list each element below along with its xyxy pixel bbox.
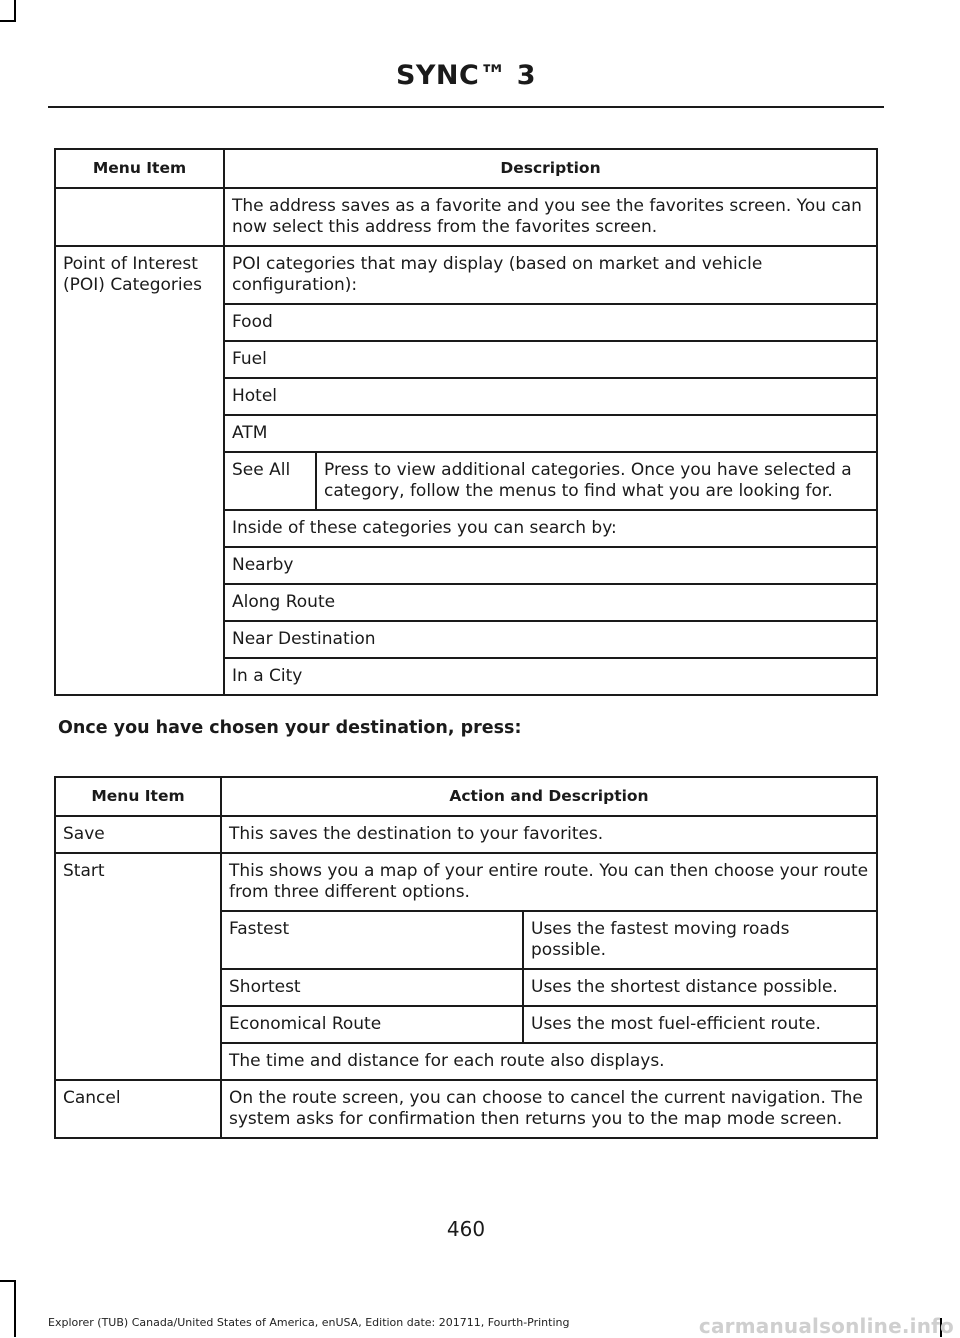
table-row [55, 188, 877, 246]
category-food: Food [224, 304, 877, 341]
category-atm: ATM [224, 415, 877, 452]
route-note: The time and distance for each route also displays. [221, 1043, 877, 1080]
crop-mark [0, 1280, 16, 1282]
route-fastest-label: Fastest [221, 911, 523, 969]
table-row [55, 853, 877, 911]
search-near-destination: Near Destination [224, 621, 877, 658]
route-shortest-description: Uses the shortest distance possible. [523, 969, 877, 1006]
route-economical-description: Uses the most fuel-efficient route. [523, 1006, 877, 1043]
category-hotel: Hotel [224, 378, 877, 415]
column-header-action-description: Action and Description [221, 777, 877, 816]
header-rule [48, 106, 884, 108]
page-title: SYNC™ 3 [395, 60, 537, 91]
category-fuel: Fuel [224, 341, 877, 378]
table-header-row [55, 149, 877, 188]
favorite-description: The address saves as a favorite and you see the favorites screen. You can now select this address from the favorites screen. [224, 188, 877, 246]
column-header-description: Description [224, 149, 877, 188]
page-number: 460 [446, 1217, 486, 1241]
poi-categories-label: Point of Interest (POI) Categories [55, 246, 224, 695]
route-economical-label: Economical Route [221, 1006, 523, 1043]
save-label: Save [55, 816, 221, 853]
search-nearby: Nearby [224, 547, 877, 584]
destination-actions-table [54, 776, 878, 1139]
table-row [55, 246, 877, 304]
route-fastest-description: Uses the fastest moving roads possible. [523, 911, 877, 969]
footer-edition-info: Explorer (TUB) Canada/United States of America, enUSA, Edition date: 201711, Fourth-Printing [48, 1316, 570, 1329]
table-header-row [55, 777, 877, 816]
see-all-description: Press to view additional categories. Once you have selected a category, follow the menus to find what you are looking for. [316, 452, 877, 510]
search-in-a-city: In a City [224, 658, 877, 695]
section-heading: Once you have chosen your destination, press: [58, 718, 522, 738]
poi-table [54, 148, 878, 696]
crop-mark [0, 20, 16, 22]
save-description: This saves the destination to your favorites. [221, 816, 877, 853]
crop-mark [14, 1280, 16, 1337]
cancel-label: Cancel [55, 1080, 221, 1138]
column-header-menu-item: Menu Item [55, 149, 224, 188]
search-along-route: Along Route [224, 584, 877, 621]
table-row [55, 816, 877, 853]
empty-cell [55, 188, 224, 246]
cancel-description: On the route screen, you can choose to cancel the current navigation. The system asks for confirmation then returns you to the map mode screen. [221, 1080, 877, 1138]
crop-mark [14, 0, 16, 22]
search-intro: Inside of these categories you can search by: [224, 510, 877, 547]
poi-description: POI categories that may display (based on market and vehicle configuration): [224, 246, 877, 304]
route-shortest-label: Shortest [221, 969, 523, 1006]
start-description: This shows you a map of your entire route. You can then choose your route from three different options. [221, 853, 877, 911]
see-all-label: See All [224, 452, 316, 510]
watermark: carmanualsonline.info [698, 1314, 954, 1338]
column-header-menu-item: Menu Item [55, 777, 221, 816]
table-row [55, 1080, 877, 1138]
start-label: Start [55, 853, 221, 1080]
